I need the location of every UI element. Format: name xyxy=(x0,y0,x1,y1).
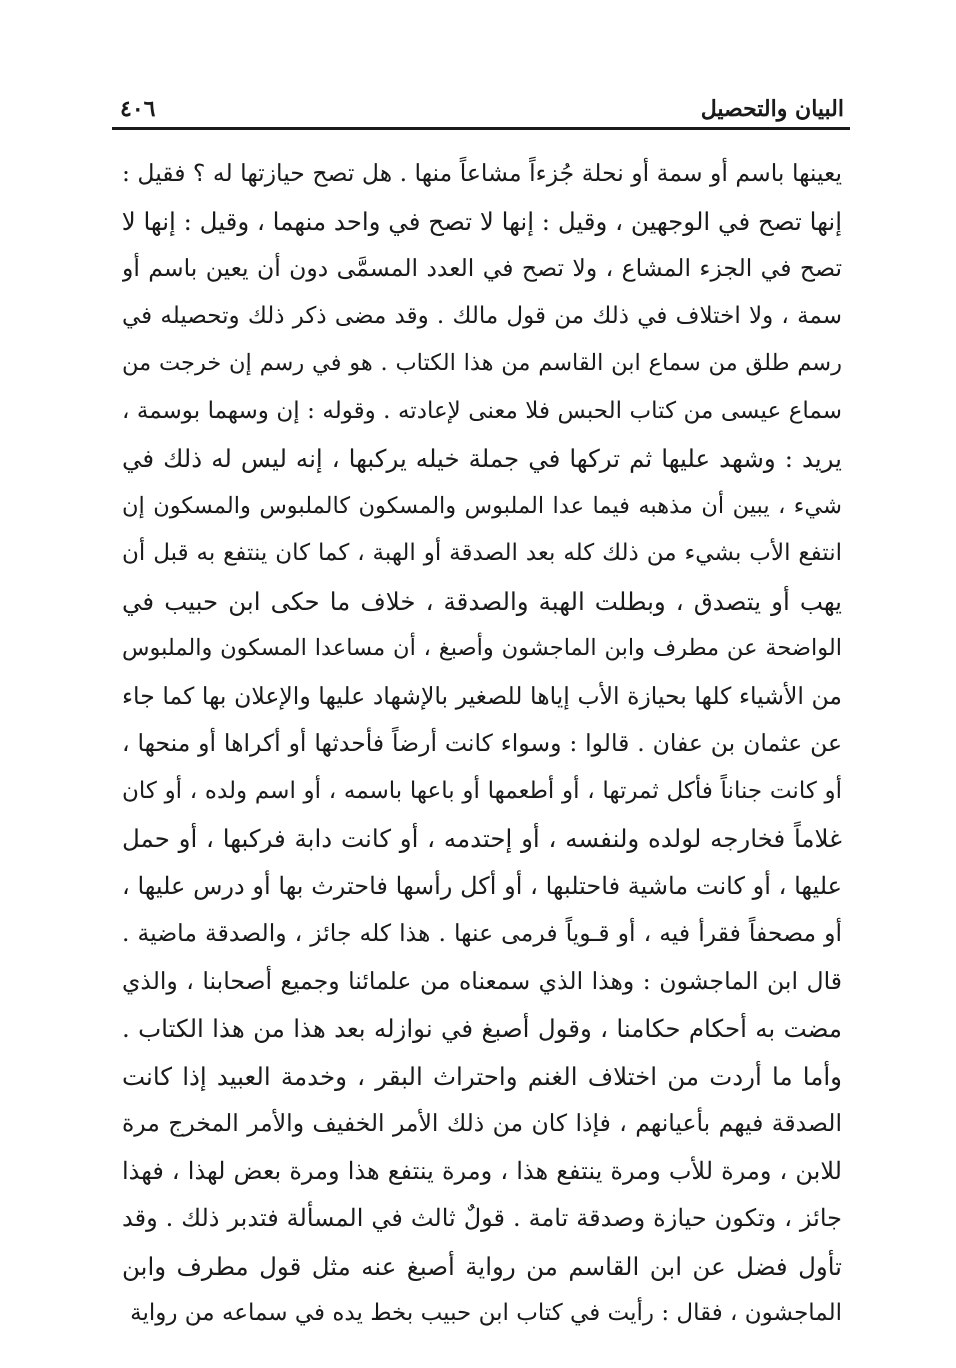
text-line: الصدقة فيهم بأعيانهم ، فإذا كان من ذلك الأمر الخفيف والأمر المخرج مرة xyxy=(122,1109,842,1137)
text-line: جائز ، وتكون حيازة وصدقة تامة . قولٌ ثالث في المسألة فتدبر ذلك . وقد xyxy=(122,1204,842,1232)
text-line: سماع عيسى من كتاب الحبس فلا معنى لإعادته . وقوله : إن وسهما بوسمة ، xyxy=(122,397,842,424)
text-line: يريد : وشهد عليها ثم تركها في جملة خيله يركبها ، إنه ليس له ذلك في xyxy=(122,444,842,473)
text-line: قال ابن الماجشون : وهذا الذي سمعناه من علمائنا وجميع أصحابنا ، والذي xyxy=(122,966,842,995)
text-line: يعينها باسم أو سمة أو نحلة جُزءاً مشاعاً منها . هل تصح حيازتها له ؟ فقيل : xyxy=(122,159,842,187)
text-line: تأول فضل عن ابن القاسم من رواية أصبغ عنه مثل قول مطرف وابن xyxy=(122,1251,842,1281)
text-line: عليها ، أو كانت ماشية فاحتلبها ، أو أكل رأسها فاحترث بها أو درس عليها ، xyxy=(122,871,842,900)
text-line: انتفع الأب بشيء من ذلك كله بعد الصدقة أو الهبة ، كما كان ينتفع به قبل أن xyxy=(122,540,842,566)
text-line: سمة ، ولا اختلاف في ذلك من قول مالك . وقد مضى ذكر ذلك وتحصيله في xyxy=(122,302,842,329)
text-line: من الأشياء كلها بحيازة الأب إياها للصغير بالإشهاد عليها والإعلان بها كما جاء xyxy=(122,681,842,710)
text-line: غلاماً فخارجه لولده ولنفسه ، أو إحتدمه ، أو كانت دابة فركبها ، أو حمل xyxy=(122,824,842,853)
text-line: الواضحة عن مطرف وابن الماجشون وأصبغ ، أن مساعدا المسكون والملبوس xyxy=(122,635,842,661)
running-title: البيان والتحصيل xyxy=(700,96,844,122)
text-line: عن عثمان بن عفان . قالوا : وسواء كانت أرضاً فأحدثها أو أكراها أو منحها ، xyxy=(122,729,842,757)
text-line: أو كانت جناناً فأكل ثمرتها ، أو أطعمها أو باعها باسمه ، أو اسم ولده ، أو كان xyxy=(122,777,842,804)
text-line: رسم طلق من سماع ابن القاسم من هذا الكتاب . هو في رسم إن خرجت من xyxy=(122,350,842,376)
text-line: وأما ما أردت من اختلاف الغنم واحتراث البقر ، وخدمة العبيد إذا كانت xyxy=(122,1061,842,1091)
text-line: شيء ، يبين أن مذهبه فيما عدا الملبوس والمسكون كالملبوس والمسكون إن xyxy=(122,492,842,519)
text-line: تصح في الجزء المشاع ، ولا تصح في العدد المسمَّى دون أن يعين باسم أو xyxy=(122,254,842,282)
text-line: أو مصحفاً فقرأ فيه ، أو قـوياً فرمى عنها . هذا كله جائز ، والصدقة ماضية . xyxy=(122,919,842,947)
header-rule xyxy=(112,127,850,130)
text-line: يهب أو يتصدق ، وبطلت الهبة والصدقة ، خلاف ما حكى ابن حبيب في xyxy=(122,586,842,616)
body-text xyxy=(122,150,842,1338)
page-number: ٤٠٦ xyxy=(120,96,156,122)
text-line: إنها تصح في الوجهين ، وقيل : إنها لا تصح في واحد منهما ، وقيل : إنها لا xyxy=(122,206,842,236)
running-head xyxy=(120,92,844,122)
text-line: مضت به أحكام حكامنا ، وقول أصبغ في نوازله بعد هذا من هذا الكتاب . xyxy=(122,1014,842,1043)
text-line: الماجشون ، فقال : رأيت في كتاب ابن حبيب بخط يده في سماعه من رواية xyxy=(130,1300,842,1326)
text-line: للابن ، ومرة للأب ومرة ينتفع هذا ، ومرة ينتفع هذا ومرة بعض لهذا ، فهذا xyxy=(122,1156,842,1185)
